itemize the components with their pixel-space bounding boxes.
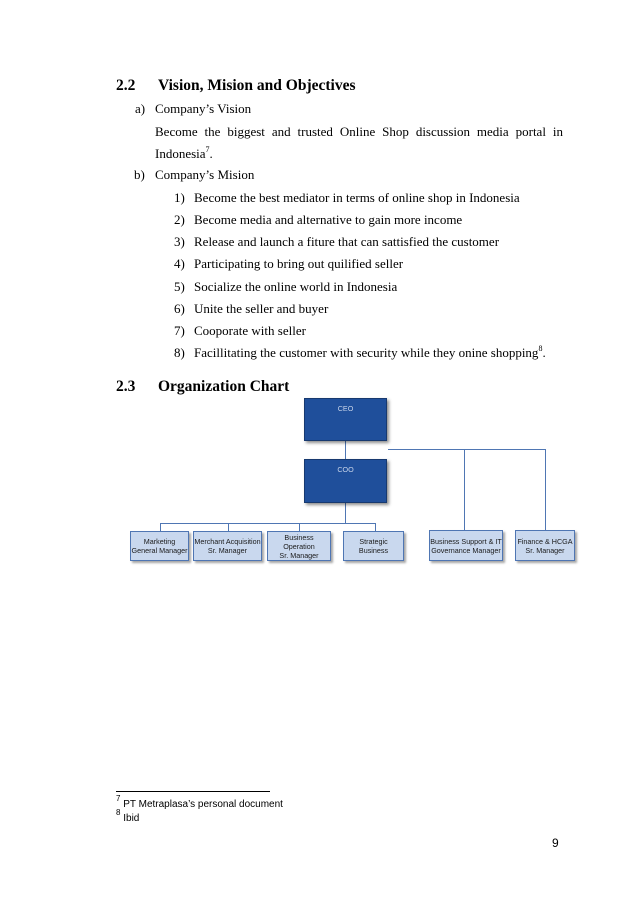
mision-item-number: 1) xyxy=(174,190,185,205)
connector-strategic xyxy=(375,523,376,531)
section-title-vision: Vision, Mision and Objectives xyxy=(158,77,356,94)
org-box-line2: Sr. Manager xyxy=(207,546,248,555)
section-number-2-2: 2.2 xyxy=(116,77,136,94)
mision-heading: Company’s Mision xyxy=(155,167,255,182)
mision-item-number: 3) xyxy=(174,234,185,249)
page-number: 9 xyxy=(552,836,559,850)
footnote-number: 7 xyxy=(116,794,121,803)
connector-coo-horizontal xyxy=(160,523,376,524)
mision-item-number: 2) xyxy=(174,212,185,227)
mision-item-text: Release and launch a fiture that can sattisfied the customer xyxy=(194,234,500,249)
mision-item-text: Unite the seller and buyer xyxy=(194,301,329,316)
org-box-strategic-business xyxy=(343,531,404,561)
org-box-business-operation xyxy=(267,531,331,561)
mision-item-text: Socialize the online world in Indonesia xyxy=(194,279,398,294)
footnote-text: Ibid xyxy=(123,813,140,824)
org-box-coo: COO xyxy=(304,459,387,503)
mision-item-text: Become media and alternative to gain more income xyxy=(194,212,463,227)
vision-text-line2 xyxy=(155,146,213,162)
org-box-line1: Marketing xyxy=(143,537,176,546)
org-box-merchant-acquisition xyxy=(193,531,262,561)
org-box-line2: Governance Manager xyxy=(431,545,501,555)
section-title-org-chart: Organization Chart xyxy=(158,378,290,395)
org-box-line1: Business Operation xyxy=(283,532,315,551)
connector-business-operation xyxy=(299,523,300,531)
mision-item-text: Cooporate with seller xyxy=(194,323,306,338)
mision-item-text: Become the best mediator in terms of online shop in Indonesia xyxy=(194,190,520,205)
mision-item-number: 8) xyxy=(174,345,185,360)
footnote-text: PT Metraplasa’s personal document xyxy=(123,799,283,810)
connector-coo-down xyxy=(345,503,346,524)
footnote-8 xyxy=(116,808,140,825)
mision-item-number: 6) xyxy=(174,301,185,316)
vision-text-line2-end: . xyxy=(209,146,213,161)
org-box-line2: Sr. Manager xyxy=(525,545,565,555)
connector-business-support xyxy=(464,449,465,530)
org-box-business-support xyxy=(429,530,503,561)
connector-marketing xyxy=(160,523,161,531)
connector-merchant xyxy=(228,523,229,531)
footnote-number: 8 xyxy=(116,808,121,817)
connector-finance xyxy=(545,449,546,530)
mision-item-number: 7) xyxy=(174,323,185,338)
org-box-line1: Strategic Business xyxy=(358,537,389,555)
footnote-ref-7: 7 xyxy=(205,145,210,154)
org-box-finance-hcga xyxy=(515,530,575,561)
footnote-ref-8: 8 xyxy=(538,344,543,353)
vision-text-line1: Become the biggest and trusted Online Shop discussion media portal in xyxy=(155,124,563,139)
list-marker-a: a) xyxy=(135,101,146,116)
org-box-ceo: CEO xyxy=(304,398,387,441)
section-number-2-3: 2.3 xyxy=(116,378,136,395)
org-box-marketing xyxy=(130,531,189,561)
org-box-line1: Finance & HCGA xyxy=(517,536,573,546)
org-box-line1: Merchant Acquisition xyxy=(194,537,261,546)
mision-item-number: 5) xyxy=(174,279,185,294)
mision-item-text: Participating to bring out quilified seller xyxy=(194,256,404,271)
mision-item-number: 4) xyxy=(174,256,185,271)
vision-heading: Company’s Vision xyxy=(155,101,252,116)
list-marker-b: b) xyxy=(134,167,145,182)
connector-ceo-staff-horizontal xyxy=(388,449,545,450)
org-box-line2: General Manager xyxy=(131,546,188,555)
footnote-separator xyxy=(116,791,270,792)
mision-item-text xyxy=(194,345,546,361)
vision-text-line2-main: Indonesia xyxy=(155,146,206,161)
footnote-7 xyxy=(116,794,283,811)
org-box-line2: Sr. Manager xyxy=(279,550,319,560)
mision-item-8-end: . xyxy=(542,345,546,360)
org-box-line1: Business Support & IT xyxy=(430,536,502,546)
connector-ceo-coo xyxy=(345,441,346,459)
mision-item-8-main: Facillitating the customer with security while they onine shopping xyxy=(194,345,539,360)
